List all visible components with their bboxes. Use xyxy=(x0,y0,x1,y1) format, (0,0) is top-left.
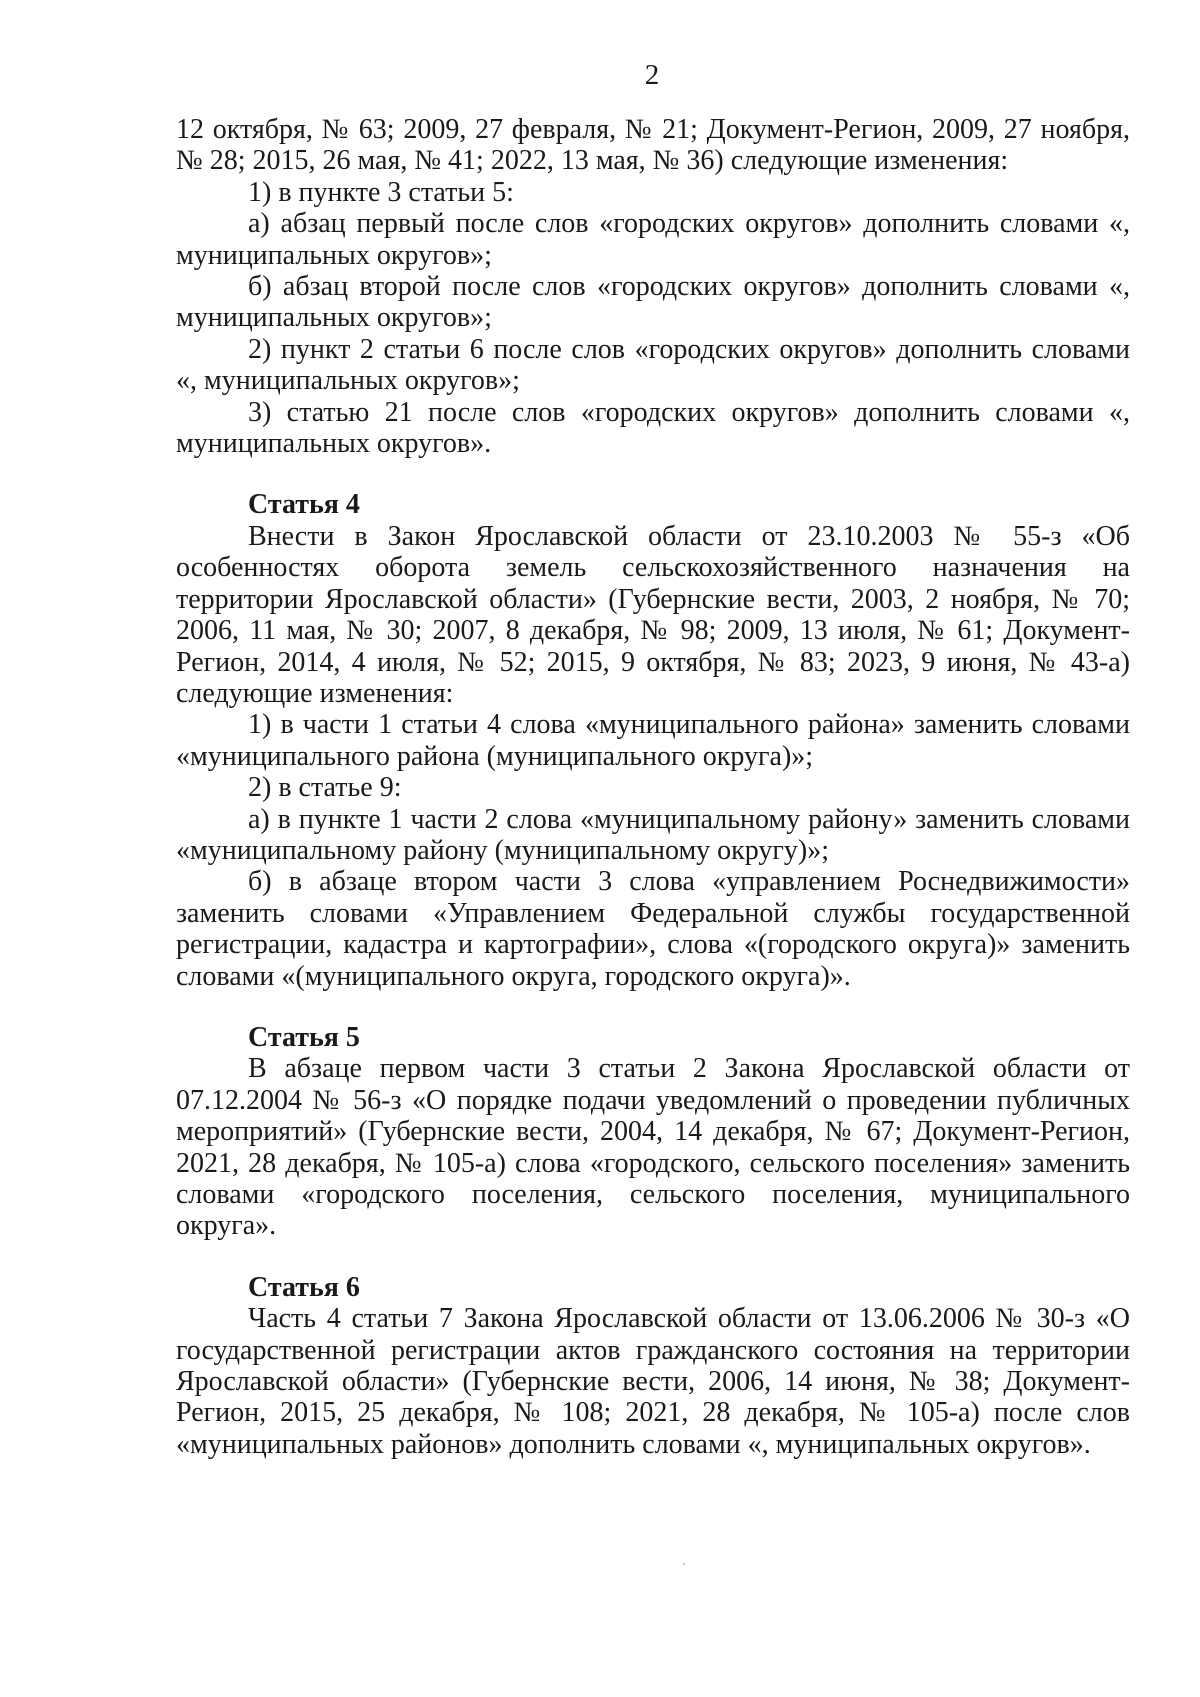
document-body xyxy=(176,114,1130,1460)
article-4 xyxy=(176,489,1130,992)
amendment-item: б) в абзаце втором части 3 слова «управлением Роснедвижимости» заменить словами «Управлением Федеральной службы государственной регистрации, кадастра и картографии», слова «(городского округа)» заменить словами «(муниципального округа, городского округа)». xyxy=(176,866,1130,992)
amendment-item: 1) в части 1 статьи 4 слова «муниципального района» заменить словами «муниципального района (муниципального округа)»; xyxy=(176,709,1130,772)
amendment-item: 2) в статье 9: xyxy=(248,772,402,804)
article-heading: Статья 6 xyxy=(248,1271,360,1303)
amendment-item: 2) пункт 2 статьи 6 после слов «городских округов» дополнить словами «, муниципальных округов»; xyxy=(176,333,1130,397)
article-paragraph: Часть 4 статьи 7 Закона Ярославской области от 13.06.2006 № 30-з «О государственной регистрации актов гражданского состояния на территории Ярославской области» (Губернские вести, 2006, 14 июня, № 38; Документ-Регион, 2015, 25 декабря, № 108; 2021, 28 декабря, № 105-а) после слов «муниципальных районов» дополнить словами «, муниципальных округов». xyxy=(176,1303,1130,1460)
article-3-continuation xyxy=(176,114,1130,459)
scan-speck xyxy=(683,1563,685,1565)
amendment-item: 1) в пункте 3 статьи 5: xyxy=(248,176,514,208)
article-5 xyxy=(176,1022,1130,1242)
amendment-item: б) абзац второй после слов «городских округов» дополнить словами «, муниципальных округов»; xyxy=(176,271,1130,334)
page-number: 2 xyxy=(644,59,660,91)
article-paragraph: Внести в Закон Ярославской области от 23.10.2003 № 55-з «Об особенностях оборота земель сельскохозяйственного назначения на территории Ярославской области» (Губернские вести, 2003, 2 ноября, № 70; 2006, 11 мая, № 30; 2007, 8 декабря, № 98; 2009, 13 июля, № 61; Документ-Регион, 2014, 4 июля, № 52; 2015, 9 октября, № 83; 2023, 9 июня, № 43-а) следующие изменения: xyxy=(176,520,1130,709)
amendment-item: а) абзац первый после слов «городских округов» дополнить словами «, муниципальных округов»; xyxy=(176,208,1130,271)
article-6 xyxy=(176,1272,1130,1460)
amendment-item: а) в пункте 1 части 2 слова «муниципальному району» заменить словами «муниципальному району (муниципальному округу)»; xyxy=(176,803,1130,866)
article-paragraph: В абзаце первом части 3 статьи 2 Закона Ярославской области от 07.12.2004 № 56-з «О порядке подачи уведомлений о проведении публичных мероприятий» (Губернские вести, 2004, 14 декабря, № 67; Документ-Регион, 2021, 28 декабря, № 105-а) слова «городского, сельского поселения» заменить словами «городского поселения, сельского поселения, муниципального округа». xyxy=(176,1053,1130,1242)
article-heading: Статья 4 xyxy=(248,489,360,521)
amendment-item: 3) статью 21 после слов «городских округов» дополнить словами «, муниципальных округов». xyxy=(176,396,1130,460)
article-heading: Статья 5 xyxy=(248,1021,360,1053)
amendment-sources-paragraph: 12 октября, № 63; 2009, 27 февраля, № 21; Документ-Регион, 2009, 27 ноября, № 28; 2015, 26 мая, № 41; 2022, 13 мая, № 36) следующие изменения: xyxy=(176,114,1130,177)
